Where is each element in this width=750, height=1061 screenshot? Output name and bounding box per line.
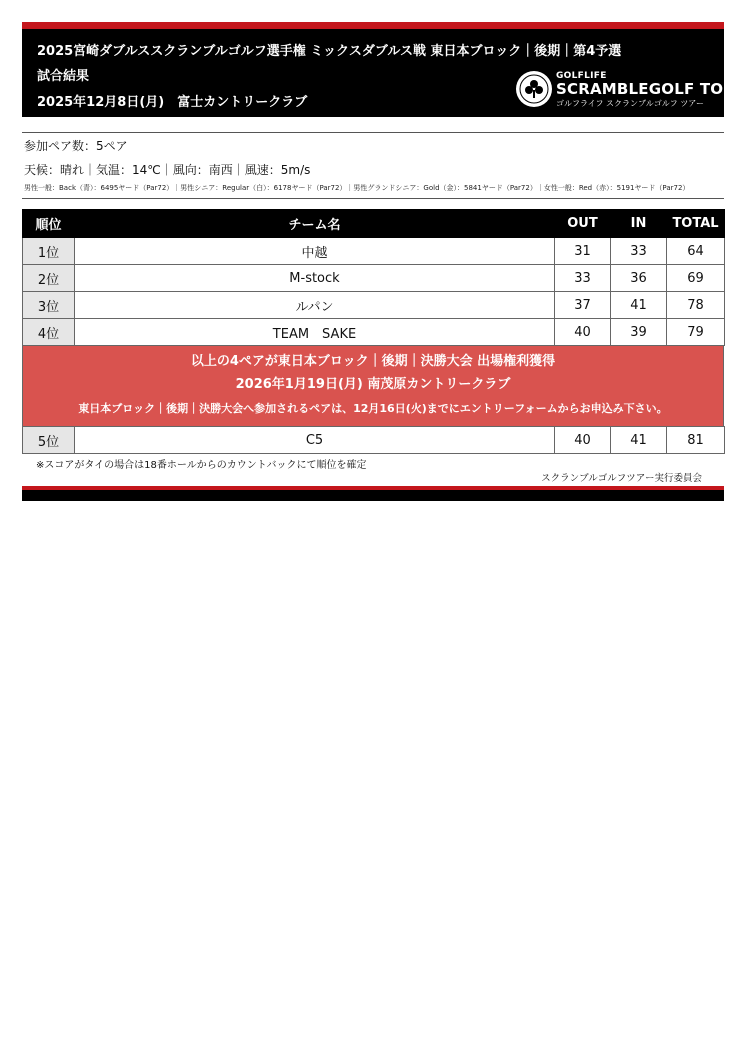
team-cell: ルパン [75,292,555,319]
in-cell: 41 [611,427,667,454]
date-venue: 2025年12月8日(月) 富士カントリークラブ [37,95,308,110]
total-cell: 78 [667,292,725,319]
team-cell: M-stock [75,265,555,292]
committee-credit: スクランブルゴルフツアー実行委員会 [541,473,702,484]
divider [22,132,724,133]
table-row [23,265,725,292]
total-cell: 79 [667,319,725,346]
divider [22,198,724,199]
tour-logo [516,69,748,115]
tee-info: 男性一般：Back（青）：6495ヤード（Par72）｜男性シニア：Regular（白）：6178ヤード（Par72）｜男性グランドシニア：Gold（金）：5841ヤード（Par72）｜女性一般：Red（赤）：5191ヤード（Par72） [24,184,690,192]
out-cell: 33 [555,265,611,292]
notice-entry-deadline: 東日本ブロック｜後期｜決勝大会へ参加されるペアは、12月16日(火)までにエントリーフォームからお申込み下さい。 [78,402,668,415]
qualification-notice [22,346,724,426]
rank-cell: 4位 [23,319,75,346]
out-cell: 40 [555,319,611,346]
header-banner [22,29,748,117]
out-cell: 37 [555,292,611,319]
team-cell: 中越 [75,238,555,265]
results-table-lower [22,426,725,454]
col-total-header: TOTAL [667,210,725,238]
logo-main-text: SCRAMBLEGOLF TOUR [556,80,748,98]
rank-cell: 1位 [23,238,75,265]
rank-cell: 3位 [23,292,75,319]
logo-small-text: GOLFLIFE [556,71,607,81]
team-cell: TEAM SAKE [75,319,555,346]
total-cell: 64 [667,238,725,265]
col-rank-header: 順位 [23,210,75,238]
out-cell: 40 [555,427,611,454]
in-cell: 33 [611,238,667,265]
col-out-header: OUT [555,210,611,238]
col-team-header: チーム名 [75,210,555,238]
event-title: 2025宮崎ダブルススクランブルゴルフ選手権 ミックスダブルス戦 東日本ブロック｜後期｜第4予選 [37,44,622,59]
in-cell: 39 [611,319,667,346]
table-row [23,238,725,265]
bottom-black-bar [22,490,724,501]
notice-qualified: 以上の4ペアが東日本ブロック｜後期｜決勝大会 出場権利獲得 [190,354,556,369]
out-cell: 31 [555,238,611,265]
top-red-bar [22,22,724,29]
notice-final-date: 2026年1月19日(月) 南茂原カントリークラブ [235,377,511,392]
tiebreak-footnote: ※スコアがタイの場合は18番ホールからのカウントバックにて順位を確定 [36,460,367,471]
weather-info: 天候：晴れ｜気温：14℃｜風向：南西｜風速：5m/s [24,163,311,177]
pair-count: 参加ペア数：5ペア [24,139,128,153]
total-cell: 69 [667,265,725,292]
table-row [23,319,725,346]
results-page [22,22,748,501]
team-cell: C5 [75,427,555,454]
table-header-row [23,210,725,238]
table-row [23,427,725,454]
results-subtitle: 試合結果 [37,69,90,84]
total-cell: 81 [667,427,725,454]
rank-cell: 5位 [23,427,75,454]
in-cell: 36 [611,265,667,292]
in-cell: 41 [611,292,667,319]
col-in-header: IN [611,210,667,238]
clover-icon [516,71,552,107]
logo-sub-text: ゴルフライフ スクランブルゴルフ ツアー [556,99,705,108]
rank-cell: 2位 [23,265,75,292]
results-table [22,209,725,346]
table-row [23,292,725,319]
